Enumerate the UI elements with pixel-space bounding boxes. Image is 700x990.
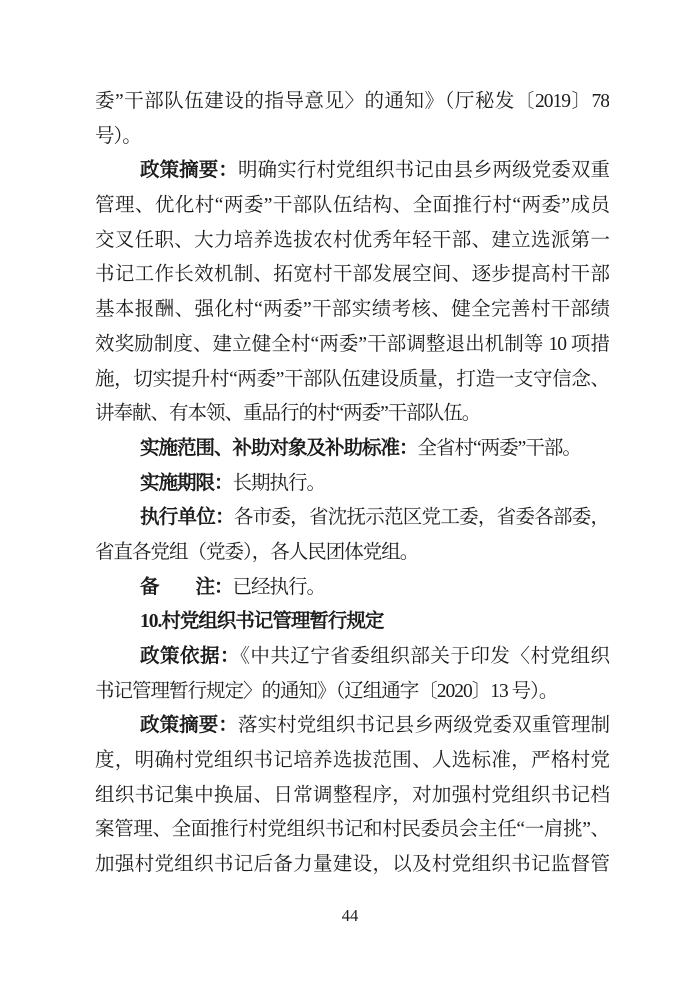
- text-line: [95, 120, 609, 155]
- body-text: 效奖励制度、建立健全村“两委”干部调整退出机制等 10 项措: [95, 333, 609, 355]
- text-line: [95, 224, 609, 259]
- body-text: 度，明确村党组织书记培养选拔范围、人选标准，严格村党: [95, 750, 609, 772]
- body-text: 讲奉献、有本领、重品行的村“两委”干部队伍。: [95, 403, 481, 425]
- body-text: 书记工作长效机制、拓宽村干部发展空间、逐步提高村干部: [95, 264, 609, 286]
- text-line: [95, 605, 609, 640]
- bold-label: 备 注：: [140, 576, 233, 598]
- body-text: 书记管理暂行规定〉的通知》（辽组通字〔2020〕13 号）。: [95, 680, 558, 702]
- bold-label: 政策依据：: [140, 646, 241, 667]
- text-line: [95, 571, 609, 606]
- text-line: [95, 363, 609, 398]
- body-text: 全省村“两委”干部。: [417, 437, 581, 459]
- text-line: [95, 154, 609, 189]
- body-text: 管理、优化村“两委”干部队伍结构、全面推行村“两委”成员: [95, 195, 609, 217]
- text-line: [95, 85, 609, 120]
- bold-label: 实施期限：: [140, 472, 233, 494]
- text-line: [95, 258, 609, 293]
- text-line: [95, 813, 609, 848]
- bold-label: 实施范围、补助对象及补助标准：: [140, 437, 418, 459]
- text-block: [95, 85, 609, 883]
- body-text: 各市委，省沈抚示范区党工委，省委各部委，: [233, 507, 609, 529]
- text-line: [95, 293, 609, 328]
- text-line: [95, 467, 609, 502]
- text-line: [95, 675, 609, 710]
- body-text: 施，切实提升村“两委”干部队伍建设质量，打造一支守信念、: [95, 368, 609, 390]
- text-line: [95, 744, 609, 779]
- body-text: 委”干部队伍建设的指导意见〉的通知》（厅秘发〔2019〕78: [95, 91, 609, 112]
- text-line: [95, 397, 609, 432]
- body-text: 明确实行村党组织书记由县乡两级党委双重: [237, 160, 609, 182]
- text-line: [95, 501, 609, 536]
- body-text: 加强村党组织书记后备力量建设，以及村党组织书记监督管: [95, 854, 609, 876]
- text-line: [95, 328, 609, 363]
- bold-label: 政策摘要：: [140, 715, 238, 737]
- body-text: 落实村党组织书记县乡两级党委双重管理制: [237, 715, 609, 737]
- body-text: 基本报酬、强化村“两委”干部实绩考核、健全完善村干部绩: [95, 299, 609, 321]
- text-line: [95, 779, 609, 814]
- body-text: 组织书记集中换届、日常调整程序，对加强村党组织书记档: [95, 784, 609, 806]
- body-text: 《中共辽宁省委组织部关于印发〈村党组织: [240, 646, 609, 667]
- body-text: 交叉任职、大力培养选拔农村优秀年轻干部、建立选派第一: [95, 229, 609, 251]
- body-text: 已经执行。: [232, 576, 326, 598]
- bold-label: 10.村党组织书记管理暂行规定: [140, 611, 384, 633]
- body-text: 省直各党组（党委），各人民团体党组。: [95, 541, 419, 563]
- page-number: 44: [341, 906, 359, 925]
- bold-label: 政策摘要：: [140, 160, 238, 182]
- body-text: 长期执行。: [232, 472, 326, 494]
- text-line: [95, 848, 609, 883]
- text-line: [95, 536, 609, 571]
- text-line: [95, 709, 609, 744]
- text-line: [95, 640, 609, 675]
- text-line: [95, 432, 609, 467]
- body-text: 号）。: [95, 125, 141, 147]
- bold-label: 执行单位：: [140, 507, 234, 529]
- text-line: [95, 189, 609, 224]
- body-text: 案管理、全面推行村党组织书记和村民委员会主任“一肩挑”、: [95, 819, 609, 841]
